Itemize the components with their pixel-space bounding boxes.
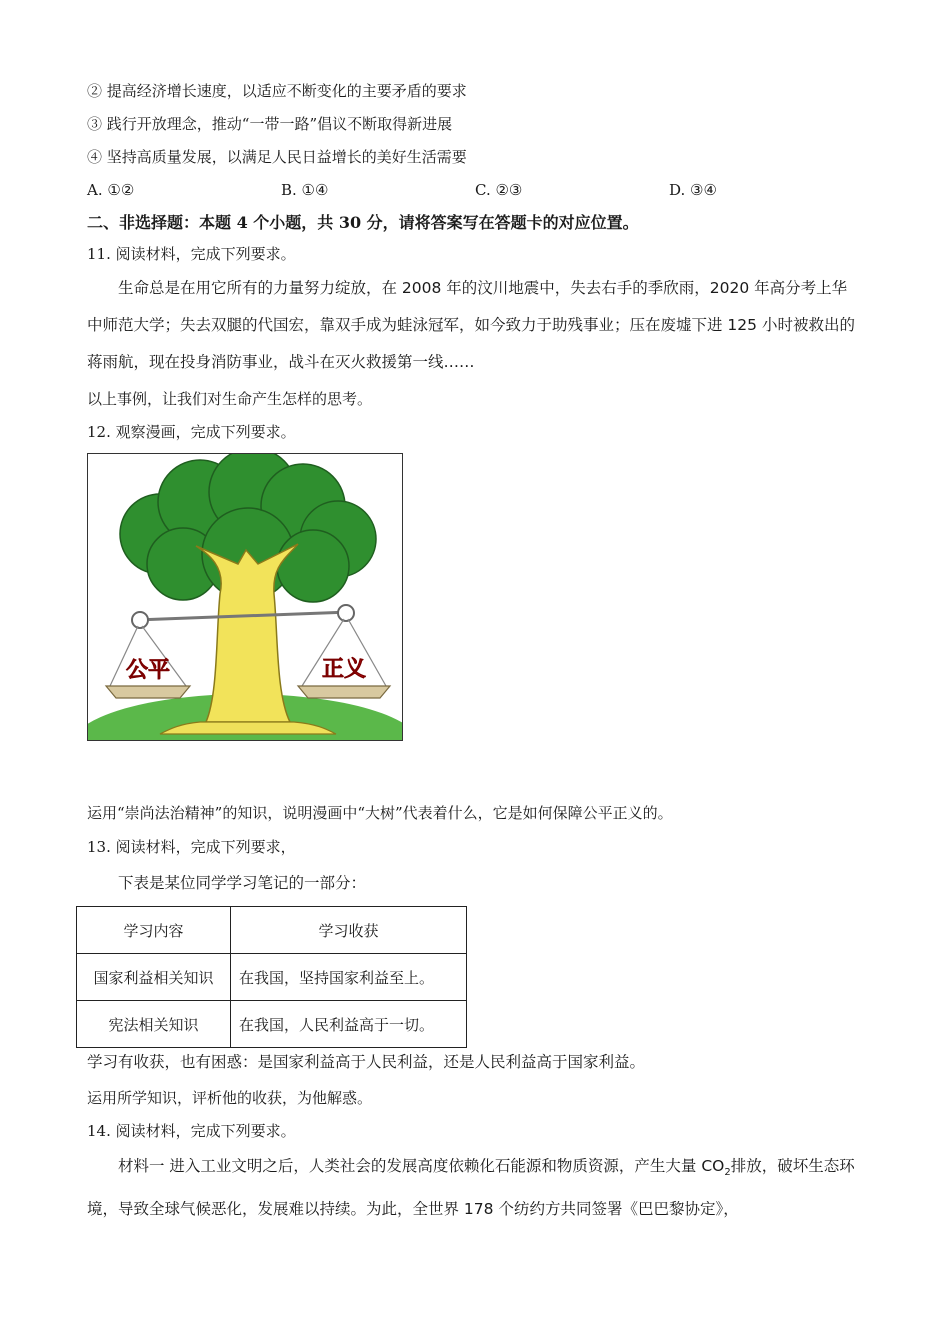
option-3: ③ 践行开放理念，推动“一带一路”倡议不断取得新进展 xyxy=(87,115,453,133)
q14-material-prefix: 材料一 进入工业文明之后，人类社会的发展高度依赖化石能源和物质资源，产生大量 CO xyxy=(118,1157,725,1175)
q11-material: 生命总是在用它所有的力量努力绽放，在 2008 年的汶川地震中，失去右手的季欣雨，2020 年高分考上华中师范大学；失去双腿的代国宏，靠双手成为蛙泳冠军，如今致力于助残事业；压在废墟下进 125 小时被救出的蒋雨航，现在投身消防事业，战斗在灭火救援第一线…… xyxy=(87,279,855,371)
choice-a[interactable]: A. ①② xyxy=(87,181,135,199)
table-cell: 在我国，坚持国家利益至上。 xyxy=(231,954,467,1001)
table-cell: 宪法相关知识 xyxy=(77,1001,231,1048)
choice-d[interactable]: D. ③④ xyxy=(669,181,717,199)
table-cell: 在我国，人民利益高于一切。 xyxy=(231,1001,467,1048)
right-pan xyxy=(298,686,390,698)
q11-title: 11. 阅读材料，完成下列要求。 xyxy=(87,245,296,263)
q14-title: 14. 阅读材料，完成下列要求。 xyxy=(87,1122,296,1140)
table-header-row xyxy=(77,907,467,954)
table-header: 学习内容 xyxy=(77,907,231,954)
left-pan-label: 公平 xyxy=(125,658,171,683)
right-pan-label: 正义 xyxy=(321,657,367,682)
q11-question: 以上事例，让我们对生命产生怎样的思考。 xyxy=(87,390,373,408)
table-row xyxy=(77,1001,467,1048)
table-cell: 国家利益相关知识 xyxy=(77,954,231,1001)
choice-c[interactable]: C. ②③ xyxy=(475,181,523,199)
option-4: ④ 坚持高质量发展，以满足人民日益增长的美好生活需要 xyxy=(87,148,467,166)
choice-b[interactable]: B. ①④ xyxy=(281,181,329,199)
q14-material xyxy=(87,1148,862,1228)
q14-material-subscript: 2 xyxy=(724,1167,731,1179)
q12-title: 12. 观察漫画，完成下列要求。 xyxy=(87,423,296,441)
study-notes-table xyxy=(76,906,467,1048)
table-row xyxy=(77,954,467,1001)
cartoon-svg xyxy=(88,454,403,741)
section-title: 二、非选择题：本题 4 个小题，共 30 分，请将答案写在答题卡的对应位置。 xyxy=(87,213,639,232)
q14-material-suffix: 排放，破坏生态环境，导致全球气候恶化，发展难以持续。为此，全世界 178 个纺约方共同签署《巴巴黎协定》， xyxy=(87,1157,855,1219)
q13-question: 运用所学知识，评析他的收获，为他解惑。 xyxy=(87,1089,373,1107)
option-2: ② 提高经济增长速度，以适应不断变化的主要矛盾的要求 xyxy=(87,82,467,100)
q13-title: 13. 阅读材料，完成下列要求， xyxy=(87,838,296,856)
left-pan xyxy=(106,686,190,698)
cartoon-tree-scale xyxy=(87,453,403,741)
table-header: 学习收获 xyxy=(231,907,467,954)
q13-confusion: 学习有收获，也有困惑：是国家利益高于人民利益，还是人民利益高于国家利益。 xyxy=(87,1053,646,1071)
q13-intro: 下表是某位同学学习笔记的一部分： xyxy=(118,874,367,892)
q12-question: 运用“崇尚法治精神”的知识，说明漫画中“大树”代表着什么，它是如何保障公平正义的。 xyxy=(87,804,673,822)
